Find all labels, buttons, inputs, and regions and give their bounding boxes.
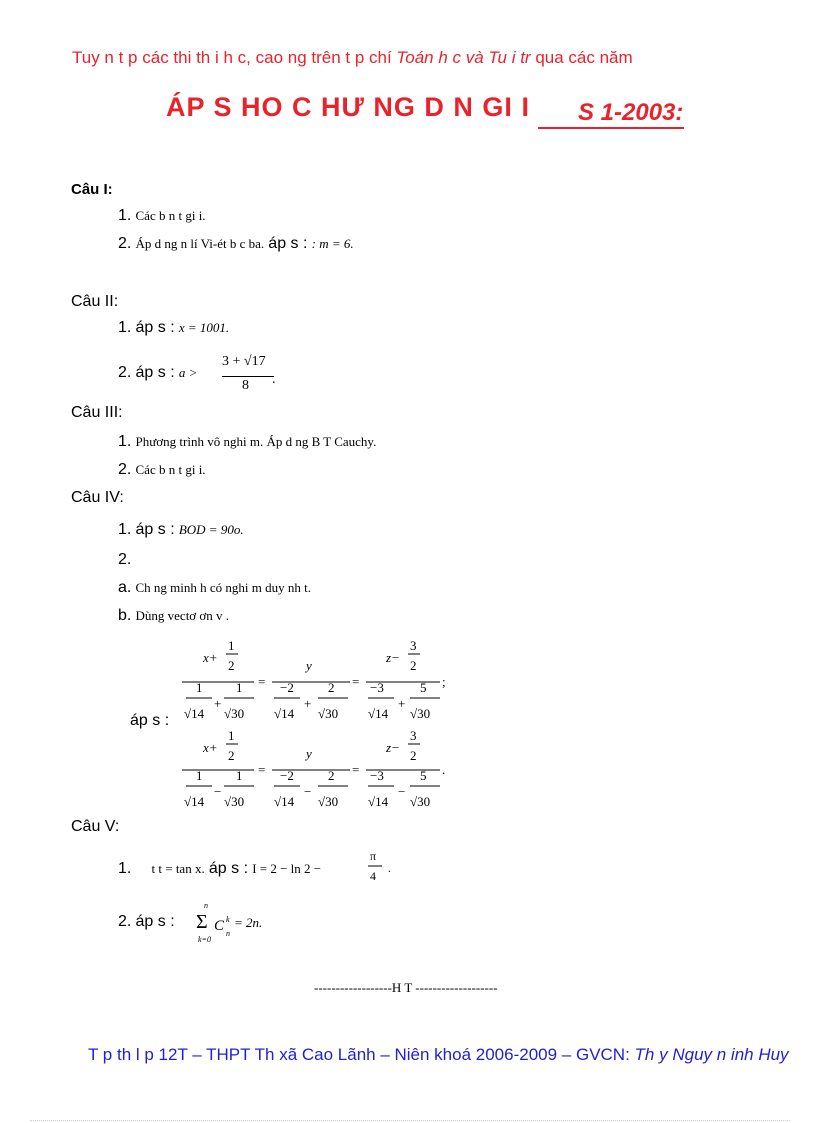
- svg-text:1: 1: [236, 680, 243, 695]
- page-title: ÁP S HO C HƯ NG D N GI I: [166, 92, 530, 122]
- cau4-subb: [118, 607, 229, 625]
- section-heading-cau4: Câu IV:: [71, 489, 124, 506]
- svg-text:n: n: [204, 901, 208, 910]
- svg-text:√30: √30: [318, 706, 339, 721]
- cau2-fraction-numerator: 3 + √17: [222, 354, 266, 369]
- cau5-item1: [118, 860, 321, 878]
- svg-text:−3: −3: [370, 768, 384, 783]
- svg-text:C: C: [214, 918, 225, 934]
- svg-text:.: .: [442, 762, 446, 777]
- svg-text:=: =: [352, 762, 360, 777]
- svg-text:k=0: k=0: [198, 935, 211, 944]
- cau5-pi-fraction: [364, 846, 400, 886]
- svg-text:√14: √14: [368, 794, 389, 809]
- svg-text:2: 2: [410, 748, 417, 763]
- cau4-item1-label: áp s :: [135, 521, 175, 538]
- cau1-item1: [118, 207, 206, 225]
- svg-text:−: −: [398, 784, 406, 799]
- svg-text:2: 2: [410, 658, 417, 673]
- cau4-subb-label: b.: [118, 607, 132, 624]
- cau4-item2-num: 2.: [118, 551, 132, 568]
- cau1-item2-num: 2.: [118, 235, 132, 252]
- cau4-suba: [118, 579, 311, 597]
- svg-text:−: −: [304, 784, 312, 799]
- section-heading-cau3: Câu III:: [71, 404, 123, 421]
- cau1-item1-num: 1.: [118, 207, 132, 224]
- cau4-suba-label: a.: [118, 579, 132, 596]
- svg-text:z−: z−: [386, 650, 400, 665]
- svg-text:y: y: [306, 746, 312, 761]
- svg-text:=: =: [258, 674, 266, 689]
- cau3-item2-num: 2.: [118, 461, 132, 478]
- svg-text:+: +: [214, 696, 222, 711]
- svg-text:;: ;: [442, 674, 446, 689]
- svg-text:√14: √14: [368, 706, 389, 721]
- svg-text:3: 3: [410, 728, 417, 743]
- svg-text:5: 5: [420, 680, 427, 695]
- end-marker: ------------------H T -------------------: [314, 980, 498, 995]
- svg-text:−2: −2: [280, 680, 294, 695]
- svg-text:2: 2: [228, 748, 235, 763]
- cau2-item1: [118, 319, 229, 337]
- svg-text:√30: √30: [410, 706, 431, 721]
- svg-text:=: =: [258, 762, 266, 777]
- title-underline: [538, 127, 684, 129]
- page-footer: [88, 1045, 789, 1065]
- svg-text:√14: √14: [184, 794, 205, 809]
- header-magazine: Toán h c và Tu i tr: [396, 48, 531, 67]
- svg-text:Σ: Σ: [196, 911, 208, 933]
- cau5-item2-value: = 2n.: [234, 915, 263, 930]
- cau3-item1: [118, 433, 376, 451]
- cau5-item2-label: áp s :: [135, 913, 175, 930]
- section-heading-cau2: Câu II:: [71, 293, 119, 310]
- cau2-item1-label: áp s :: [135, 319, 175, 336]
- cau5-item1-num: 1.: [118, 860, 132, 877]
- cau1-item2: [118, 235, 354, 253]
- cau4-suba-text: Ch ng minh h có nghi m duy nh t.: [135, 580, 312, 595]
- cau5-item1-text: t t = tan x.: [151, 861, 205, 876]
- cau2-fraction-bar: [222, 376, 274, 377]
- svg-text:√30: √30: [224, 706, 245, 721]
- svg-text:−2: −2: [280, 768, 294, 783]
- svg-text:√14: √14: [274, 706, 295, 721]
- cau3-item1-num: 1.: [118, 433, 132, 450]
- eq1-x-var: x+: [203, 650, 218, 665]
- svg-text:√14: √14: [274, 794, 295, 809]
- footer-prefix: T p th l p 12T – THPT Th xã Cao Lãnh – Niên khoá 2006-2009 – GVCN:: [88, 1045, 635, 1064]
- title-number: S 1-2003:: [578, 99, 684, 126]
- cau1-item2-label: áp s :: [268, 235, 308, 252]
- header-prefix: Tuy n t p các thi th i h c, cao ng trên t p chí: [72, 48, 397, 67]
- cau4-answer-label: áp s :: [130, 712, 170, 729]
- cau1-item2-text: Áp d ng n lí Vi-ét b c ba.: [135, 236, 265, 251]
- svg-text:1: 1: [236, 768, 243, 783]
- cau4-subb-text: Dùng vectơ ơn v .: [135, 608, 230, 623]
- cau2-period: .: [272, 372, 276, 387]
- cau2-fraction-denominator: 8: [242, 378, 249, 393]
- cau4-item1-num: 1.: [118, 521, 132, 538]
- cau2-item1-num: 1.: [118, 319, 132, 336]
- svg-text:+: +: [304, 696, 312, 711]
- svg-text:√30: √30: [224, 794, 245, 809]
- svg-text:√30: √30: [318, 794, 339, 809]
- svg-text:−: −: [214, 784, 222, 799]
- line-equation-svg: [176, 636, 466, 816]
- page-bottom-divider: [30, 1120, 790, 1121]
- svg-text:n: n: [226, 929, 230, 938]
- cau1-item1-text: Các b n t gi i.: [135, 208, 206, 223]
- cau5-item1-label: áp s :: [208, 860, 249, 877]
- footer-teacher: Th y Nguy n inh Huy: [634, 1045, 789, 1064]
- svg-text:1: 1: [196, 680, 203, 695]
- svg-text:1: 1: [228, 638, 235, 653]
- svg-text:.: .: [388, 861, 391, 875]
- svg-text:1: 1: [196, 768, 203, 783]
- svg-text:−3: −3: [370, 680, 384, 695]
- cau5-item2: [118, 913, 175, 931]
- svg-text:y: y: [306, 658, 312, 673]
- cau2-item2-lhs: a >: [178, 365, 198, 380]
- document-header: [72, 48, 633, 68]
- section-heading-cau5: Câu V:: [71, 818, 120, 835]
- svg-text:1: 1: [228, 728, 235, 743]
- cau3-item1-text: Phương trình vô nghi m. Áp d ng B T Cauchy.: [135, 434, 377, 449]
- cau1-item2-value: : m = 6.: [311, 236, 354, 251]
- cau4-item2: [118, 551, 131, 569]
- svg-text:k: k: [226, 915, 230, 924]
- svg-text:2: 2: [228, 658, 235, 673]
- svg-text:π: π: [370, 849, 377, 863]
- svg-text:4: 4: [370, 869, 376, 883]
- svg-text:2: 2: [328, 680, 335, 695]
- cau3-item2: [118, 461, 206, 479]
- cau2-item1-value: x = 1001.: [178, 320, 230, 335]
- svg-text:=: =: [352, 674, 360, 689]
- svg-text:5: 5: [420, 768, 427, 783]
- section-heading-cau1: Câu I:: [71, 181, 113, 198]
- svg-text:2: 2: [328, 768, 335, 783]
- cau2-item2-label: áp s :: [135, 364, 175, 381]
- svg-text:x+: x+: [203, 740, 218, 755]
- cau5-item2-num: 2.: [118, 913, 132, 930]
- svg-text:z−: z−: [386, 740, 400, 755]
- header-suffix: qua các năm: [530, 48, 633, 67]
- cau5-item1-value: I = 2 − ln 2 −: [252, 861, 322, 876]
- svg-text:3: 3: [410, 638, 417, 653]
- svg-text:√30: √30: [410, 794, 431, 809]
- svg-text:+: +: [398, 696, 406, 711]
- cau2-item2-num: 2.: [118, 364, 132, 381]
- cau4-item1-value: BOD = 90o.: [178, 522, 244, 537]
- cau4-item1: [118, 521, 244, 539]
- svg-text:√14: √14: [184, 706, 205, 721]
- cau2-item2: [118, 364, 197, 382]
- cau3-item2-text: Các b n t gi i.: [135, 462, 206, 477]
